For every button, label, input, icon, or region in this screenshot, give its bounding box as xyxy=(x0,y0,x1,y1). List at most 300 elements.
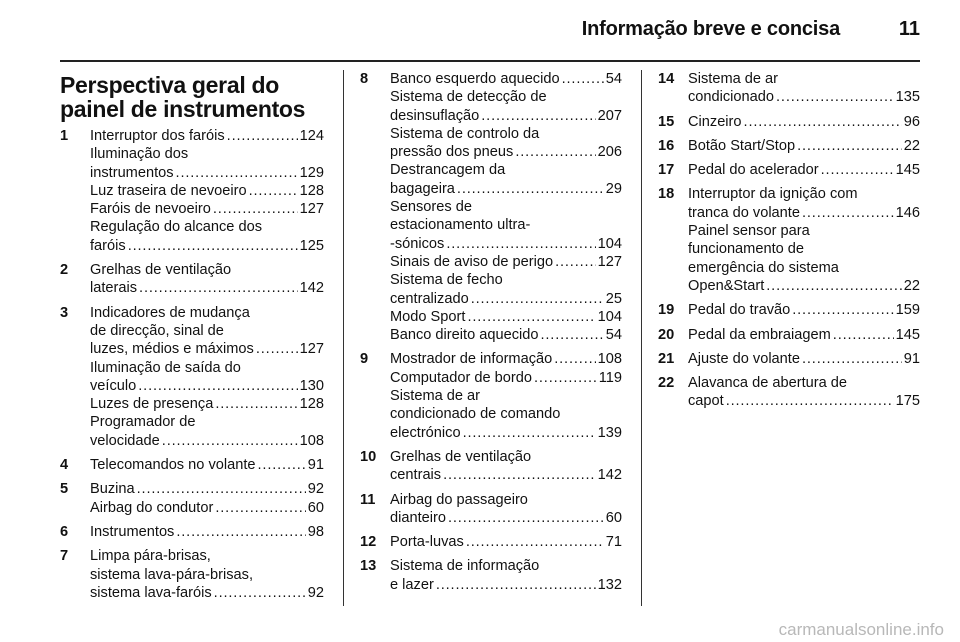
page-reference[interactable]: 22 xyxy=(903,137,920,154)
entry-leader-line xyxy=(390,143,622,161)
item-entries xyxy=(90,304,324,450)
dot-leader xyxy=(176,164,298,182)
entry-leader-line xyxy=(688,277,920,295)
index-item xyxy=(60,480,324,517)
dot-leader xyxy=(554,350,595,368)
page-reference[interactable]: 119 xyxy=(598,369,622,386)
entry-leader-line xyxy=(688,350,920,368)
entry-title-line: estacionamento ultra- xyxy=(390,217,531,234)
dot-leader xyxy=(515,143,595,161)
index-entry[interactable] xyxy=(390,198,622,253)
entry-leader-line xyxy=(90,432,324,450)
item-entries xyxy=(688,137,920,155)
index-entry[interactable] xyxy=(90,456,324,474)
index-entry[interactable] xyxy=(90,480,324,498)
index-entry[interactable] xyxy=(688,301,920,319)
entry-leader-line xyxy=(390,308,622,326)
page-reference[interactable]: 139 xyxy=(597,424,622,441)
index-entry[interactable] xyxy=(390,125,622,162)
item-number: 15 xyxy=(658,113,675,130)
entry-title-last: desinsuflação xyxy=(390,107,480,124)
item-number: 13 xyxy=(360,558,377,575)
entry-leader-line xyxy=(90,200,324,218)
entry-leader-line xyxy=(390,70,622,88)
dot-leader xyxy=(214,584,306,602)
item-entries xyxy=(90,127,324,255)
index-item xyxy=(360,533,622,551)
entry-title-last: Ajuste do volante xyxy=(688,350,800,367)
dot-leader xyxy=(792,301,893,319)
entry-title-line: Grelhas de ventilação xyxy=(390,448,532,465)
entry-title-last: electrónico xyxy=(390,424,461,441)
index-item xyxy=(658,113,920,131)
item-number: 16 xyxy=(658,137,675,154)
index-item xyxy=(658,137,920,155)
entry-leader-line xyxy=(390,326,622,344)
entry-title-last: faróis xyxy=(90,237,126,254)
dot-leader xyxy=(833,326,894,344)
entry-title-line: Sistema de detecção de xyxy=(390,89,547,106)
entry-title-last: Instrumentos xyxy=(90,523,175,540)
index-item xyxy=(658,185,920,295)
entry-title-line: Iluminação dos xyxy=(90,146,189,163)
dot-leader xyxy=(744,113,902,131)
entry-title-last: Porta-luvas xyxy=(390,534,464,551)
page-reference[interactable]: 145 xyxy=(895,162,920,179)
item-number: 11 xyxy=(360,491,376,508)
index-item xyxy=(658,326,920,344)
index-entry[interactable] xyxy=(390,70,622,88)
index-entry[interactable] xyxy=(688,374,920,411)
item-entries xyxy=(90,523,324,541)
dot-leader xyxy=(162,432,298,450)
entry-title-last: veículo xyxy=(90,377,137,394)
entry-title-last: Mostrador de informação xyxy=(390,351,553,368)
item-number: 9 xyxy=(360,351,369,368)
entry-leader-line xyxy=(390,509,622,527)
entry-title-last: capot xyxy=(688,393,724,410)
entry-leader-line xyxy=(390,424,622,442)
item-number: 21 xyxy=(658,350,675,367)
dot-leader xyxy=(213,200,298,218)
entry-title-last: tranca do volante xyxy=(688,204,800,221)
entry-leader-line xyxy=(390,107,622,125)
index-entry[interactable] xyxy=(390,326,622,344)
dot-leader xyxy=(540,326,603,344)
header-title: Informação breve e concisa xyxy=(581,18,840,40)
entry-title-last: pressão dos pneus xyxy=(390,144,514,161)
item-number: 19 xyxy=(658,302,675,319)
entry-leader-line xyxy=(390,369,622,387)
page-reference[interactable]: 54 xyxy=(605,71,622,87)
dot-leader xyxy=(726,392,894,410)
index-entry[interactable] xyxy=(90,359,324,396)
index-entry[interactable] xyxy=(390,448,622,485)
dot-leader xyxy=(448,509,604,527)
index-entry[interactable] xyxy=(390,253,622,271)
page-reference[interactable]: 29 xyxy=(605,180,622,197)
index-entry[interactable] xyxy=(390,533,622,551)
entry-leader-line xyxy=(90,523,324,541)
page-reference[interactable]: 175 xyxy=(895,393,920,410)
page-reference[interactable]: 132 xyxy=(597,576,622,593)
header-divider xyxy=(60,60,920,62)
index-entry[interactable] xyxy=(390,557,622,594)
item-number: 20 xyxy=(658,326,675,343)
entry-title-line: Sistema de ar xyxy=(390,388,481,405)
item-entries xyxy=(90,480,324,517)
item-number: 4 xyxy=(60,457,69,474)
column-2 xyxy=(360,70,622,600)
entry-title-line: Alavanca de abertura de xyxy=(688,375,848,392)
item-entries xyxy=(90,547,324,602)
index-entry[interactable] xyxy=(390,350,622,368)
page-reference[interactable]: 71 xyxy=(605,534,622,551)
entry-title-last: Cinzeiro xyxy=(688,113,742,130)
index-entry[interactable] xyxy=(90,127,324,145)
entry-leader-line xyxy=(90,279,324,297)
entry-title-line: sistema lava-pára-brisas, xyxy=(90,566,254,583)
index-item xyxy=(658,161,920,179)
entry-leader-line xyxy=(688,392,920,410)
dot-leader xyxy=(258,456,306,474)
item-number: 3 xyxy=(60,304,69,321)
page-reference[interactable]: 104 xyxy=(597,235,622,252)
entry-title-last: sistema lava-faróis xyxy=(90,584,212,601)
entry-leader-line xyxy=(688,161,920,179)
dot-leader xyxy=(137,480,306,498)
entry-title-last: laterais xyxy=(90,280,138,297)
entry-title-last: dianteiro xyxy=(390,509,446,526)
index-item xyxy=(60,456,324,474)
dot-leader xyxy=(463,424,596,442)
column-1 xyxy=(60,70,324,608)
index-item xyxy=(360,448,622,485)
item-entries xyxy=(688,161,920,179)
index-entry[interactable] xyxy=(688,326,920,344)
index-entry[interactable] xyxy=(90,182,324,200)
entry-leader-line xyxy=(688,137,920,155)
page-reference[interactable]: 92 xyxy=(307,584,324,601)
page-reference[interactable]: 124 xyxy=(299,128,324,144)
entry-leader-line xyxy=(390,350,622,368)
entry-leader-line xyxy=(90,395,324,413)
index-entry[interactable] xyxy=(390,369,622,387)
page-header xyxy=(0,0,960,62)
item-number: 6 xyxy=(60,523,69,540)
entry-leader-line xyxy=(390,466,622,484)
dot-leader xyxy=(802,204,894,222)
index-item xyxy=(60,523,324,541)
entry-title-line: Airbag do passageiro xyxy=(390,491,528,508)
entry-title-line: Indicadores de mudança xyxy=(90,304,250,321)
item-entries xyxy=(390,448,622,485)
entry-leader-line xyxy=(90,164,324,182)
dot-leader xyxy=(227,127,298,145)
entry-title-last: Buzina xyxy=(90,481,135,498)
entry-title-line: Limpa pára-brisas, xyxy=(90,548,211,565)
entry-title-line: Grelhas de ventilação xyxy=(90,262,232,279)
dot-leader xyxy=(443,466,596,484)
item-number: 14 xyxy=(658,71,675,87)
entry-title-line: condicionado de comando xyxy=(390,406,561,423)
page-reference[interactable]: 159 xyxy=(895,302,920,319)
entry-title-last: Luz traseira de nevoeiro xyxy=(90,182,247,199)
dot-leader xyxy=(534,369,597,387)
dot-leader xyxy=(466,533,604,551)
section-title: Perspectiva geral do painel de instrumentos xyxy=(60,72,306,122)
entry-leader-line xyxy=(90,584,324,602)
entry-title-last: Telecomandos no volante xyxy=(90,457,256,474)
entry-title-last: Open&Start xyxy=(688,277,765,294)
entry-leader-line xyxy=(390,180,622,198)
item-entries xyxy=(688,301,920,319)
entry-title-last: Sinais de aviso de perigo xyxy=(390,253,554,270)
page-reference[interactable]: 91 xyxy=(903,350,920,367)
entry-title-line: Sistema de controlo da xyxy=(390,125,540,142)
item-entries xyxy=(688,350,920,368)
entry-title-line: Painel sensor para xyxy=(688,223,810,240)
entry-title-last: bagageira xyxy=(390,180,455,197)
page-reference[interactable]: 129 xyxy=(299,164,324,181)
entry-title-last: Computador de bordo xyxy=(390,369,532,386)
page-reference[interactable]: 146 xyxy=(895,204,920,221)
index-entry[interactable] xyxy=(688,113,920,131)
item-number: 7 xyxy=(60,548,69,565)
page-reference[interactable]: 91 xyxy=(307,457,324,474)
dot-leader xyxy=(766,277,902,295)
index-entry[interactable] xyxy=(90,499,324,517)
item-entries xyxy=(688,113,920,131)
entry-title-line: Programador de xyxy=(90,414,196,431)
entry-leader-line xyxy=(688,113,920,131)
page-number: 11 xyxy=(898,18,920,40)
page-reference[interactable]: 142 xyxy=(299,280,324,297)
item-entries xyxy=(90,261,324,298)
entry-title-last: Banco direito aquecido xyxy=(390,327,539,344)
page-reference[interactable]: 108 xyxy=(299,432,324,449)
entry-title-line: Sistema de ar xyxy=(688,71,779,87)
page-reference[interactable]: 125 xyxy=(299,237,324,254)
entry-title-line: de direcção, sinal de xyxy=(90,322,224,339)
page-reference[interactable]: 145 xyxy=(895,326,920,343)
dot-leader xyxy=(471,290,604,308)
entry-leader-line xyxy=(90,237,324,255)
index-item xyxy=(60,261,324,298)
dot-leader xyxy=(176,523,305,541)
dot-leader xyxy=(797,137,902,155)
dot-leader xyxy=(256,340,298,358)
index-item xyxy=(360,70,622,344)
index-entry[interactable] xyxy=(90,145,324,182)
entry-leader-line xyxy=(688,326,920,344)
item-number: 5 xyxy=(60,481,69,498)
column-3 xyxy=(658,70,920,417)
index-entry[interactable] xyxy=(390,308,622,326)
page-reference[interactable]: 60 xyxy=(605,509,622,526)
entry-title-line: funcionamento de xyxy=(688,241,805,258)
dot-leader xyxy=(215,395,297,413)
column-divider xyxy=(641,70,642,606)
index-entry[interactable] xyxy=(90,395,324,413)
index-entry[interactable] xyxy=(390,88,622,125)
page-reference[interactable]: 60 xyxy=(307,499,324,516)
index-entry[interactable] xyxy=(688,137,920,155)
dot-leader xyxy=(562,70,604,88)
page-reference[interactable]: 54 xyxy=(605,327,622,344)
index-entry[interactable] xyxy=(688,222,920,295)
index-entry[interactable] xyxy=(90,261,324,298)
entry-title-last: luzes, médios e máximos xyxy=(90,341,254,358)
index-entry[interactable] xyxy=(390,161,622,198)
entry-leader-line xyxy=(90,340,324,358)
index-entry[interactable] xyxy=(688,70,920,107)
index-entry[interactable] xyxy=(90,523,324,541)
entry-leader-line xyxy=(390,235,622,253)
item-entries xyxy=(390,557,622,594)
index-item xyxy=(658,301,920,319)
entry-title-last: -sónicos xyxy=(390,235,445,252)
entry-leader-line xyxy=(688,204,920,222)
page-reference[interactable]: 128 xyxy=(299,396,324,413)
index-entry[interactable] xyxy=(390,491,622,528)
index-entry[interactable] xyxy=(90,218,324,255)
index-item xyxy=(360,557,622,594)
entry-title-last: Pedal do travão xyxy=(688,302,791,319)
item-entries xyxy=(688,185,920,295)
entry-title-line: Iluminação de saída do xyxy=(90,359,241,376)
dot-leader xyxy=(821,161,894,179)
entry-title-last: velocidade xyxy=(90,432,160,449)
entry-leader-line xyxy=(90,456,324,474)
entry-title-line: Sensores de xyxy=(390,199,472,216)
item-entries xyxy=(688,374,920,411)
entry-title-line: Regulação do alcance dos xyxy=(90,219,263,236)
index-item xyxy=(60,304,324,450)
item-number: 22 xyxy=(658,375,675,392)
entry-title-last: Pedal do acelerador xyxy=(688,162,819,179)
item-entries xyxy=(688,70,920,107)
item-number: 8 xyxy=(360,71,369,87)
index-entry[interactable] xyxy=(90,200,324,218)
entry-title-last: Faróis de nevoeiro xyxy=(90,201,211,218)
entry-title-last: Airbag do condutor xyxy=(90,499,214,516)
entry-title-line: Interruptor da ignição com xyxy=(688,186,858,203)
item-number: 12 xyxy=(360,534,377,551)
entry-title-line: Sistema de fecho xyxy=(390,272,503,289)
entry-title-line: emergência do sistema xyxy=(688,259,839,276)
index-item xyxy=(360,350,622,441)
index-item xyxy=(658,70,920,107)
page-reference[interactable]: 135 xyxy=(895,89,920,106)
page-reference[interactable]: 127 xyxy=(299,201,324,218)
page-reference[interactable]: 127 xyxy=(299,341,324,358)
dot-leader xyxy=(467,308,595,326)
page-reference[interactable]: 98 xyxy=(307,523,324,540)
item-entries xyxy=(390,350,622,441)
page-reference[interactable]: 108 xyxy=(597,351,622,368)
page-reference[interactable]: 128 xyxy=(299,182,324,199)
entry-leader-line xyxy=(90,182,324,200)
item-number: 1 xyxy=(60,128,69,144)
dot-leader xyxy=(776,88,894,106)
page-reference[interactable]: 96 xyxy=(903,113,920,130)
item-entries xyxy=(390,533,622,551)
index-entry[interactable] xyxy=(688,350,920,368)
entry-title-last: centralizado xyxy=(390,290,469,307)
entry-title-last: Luzes de presença xyxy=(90,396,214,413)
entry-title-last: condicionado xyxy=(688,89,775,106)
watermark: carmanualsonline.info xyxy=(778,620,944,639)
entry-leader-line xyxy=(90,499,324,517)
item-entries xyxy=(390,491,622,528)
dot-leader xyxy=(802,350,902,368)
item-number: 10 xyxy=(360,448,377,465)
page-reference[interactable]: 25 xyxy=(605,290,622,307)
page-reference[interactable]: 22 xyxy=(903,277,920,294)
entry-leader-line xyxy=(390,533,622,551)
index-entry[interactable] xyxy=(688,185,920,222)
page-reference[interactable]: 92 xyxy=(307,481,324,498)
dot-leader xyxy=(249,182,298,200)
entry-title-last: instrumentos xyxy=(90,164,174,181)
item-number: 18 xyxy=(658,186,675,203)
dot-leader xyxy=(436,576,596,594)
entry-leader-line xyxy=(390,290,622,308)
index-item xyxy=(60,127,324,255)
entry-title-line: Sistema de informação xyxy=(390,558,540,575)
index-item xyxy=(658,350,920,368)
index-item xyxy=(60,547,324,602)
page-reference[interactable]: 142 xyxy=(597,467,622,484)
index-entry[interactable] xyxy=(688,161,920,179)
dot-leader xyxy=(139,279,298,297)
page-reference[interactable]: 130 xyxy=(299,377,324,394)
index-item xyxy=(360,491,622,528)
index-entry[interactable] xyxy=(90,547,324,602)
entry-title-last: Banco esquerdo aquecido xyxy=(390,71,560,87)
page-reference[interactable]: 127 xyxy=(597,253,622,270)
page-reference[interactable]: 104 xyxy=(597,308,622,325)
page-reference[interactable]: 207 xyxy=(597,107,622,124)
entry-title-last: e lazer xyxy=(390,576,434,593)
entry-title-last: Interruptor dos faróis xyxy=(90,128,225,144)
dot-leader xyxy=(215,499,305,517)
dot-leader xyxy=(481,107,595,125)
item-number: 2 xyxy=(60,262,69,279)
page-reference[interactable]: 206 xyxy=(597,144,622,161)
index-entry[interactable] xyxy=(390,271,622,308)
entry-title-last: Pedal da embraiagem xyxy=(688,326,831,343)
dot-leader xyxy=(138,377,297,395)
entry-leader-line xyxy=(390,253,622,271)
entry-leader-line xyxy=(90,127,324,145)
item-number: 17 xyxy=(658,162,675,179)
item-entries xyxy=(90,456,324,474)
entry-title-line: Destrancagem da xyxy=(390,162,506,179)
entry-leader-line xyxy=(688,301,920,319)
index-entry[interactable] xyxy=(390,387,622,442)
column-divider xyxy=(343,70,344,606)
entry-title-last: Modo Sport xyxy=(390,308,466,325)
entry-leader-line xyxy=(90,377,324,395)
index-entry[interactable] xyxy=(90,413,324,450)
index-item xyxy=(658,374,920,411)
entry-leader-line xyxy=(688,88,920,106)
index-entry[interactable] xyxy=(90,304,324,359)
entry-leader-line xyxy=(90,480,324,498)
dot-leader xyxy=(128,237,298,255)
